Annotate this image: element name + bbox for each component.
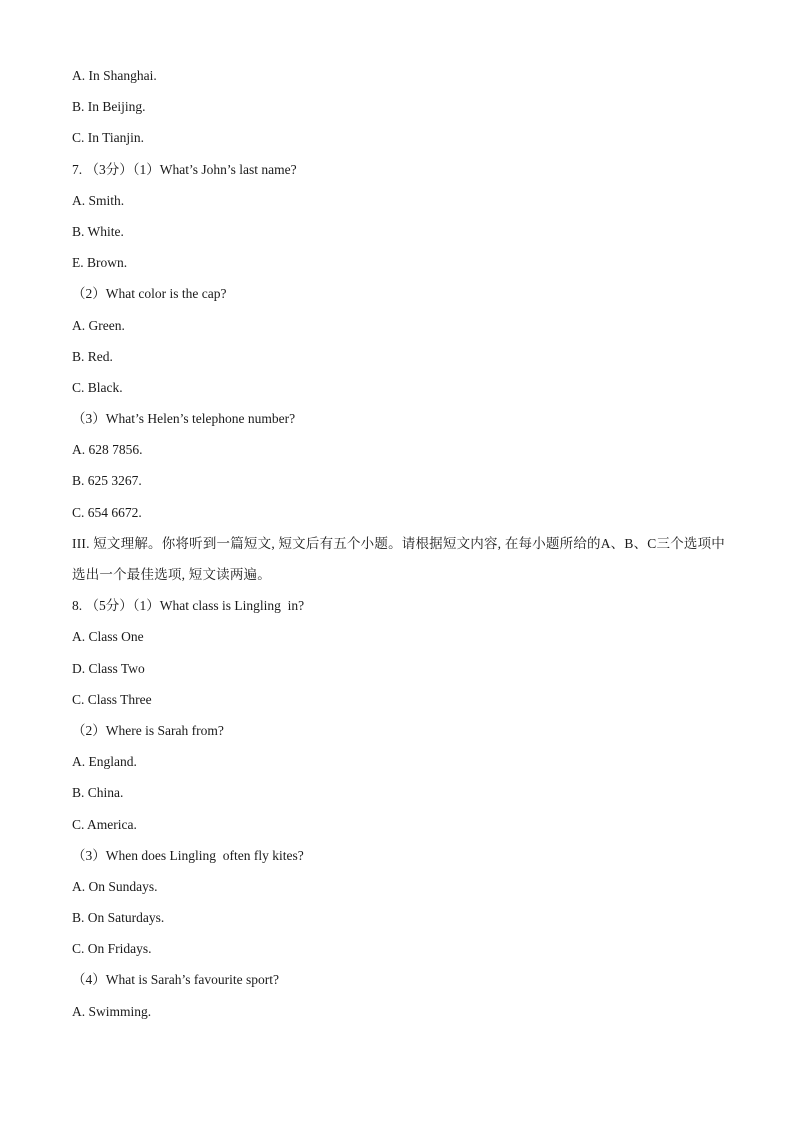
option-a-england: A. England.: [72, 754, 137, 770]
option-d-class-two: D. Class Two: [72, 660, 145, 676]
option-b-beijing: B. In Beijing.: [72, 99, 146, 115]
option-c-america: C. America.: [72, 816, 137, 832]
question-8-4: （4）What is Sarah’s favourite sport?: [72, 972, 279, 988]
question-8-2: （2）Where is Sarah from?: [72, 722, 224, 738]
question-7-2: （2）What color is the cap?: [72, 286, 227, 302]
option-a-phone: A. 628 7856.: [72, 442, 143, 458]
question-7-3: （3）What’s Helen’s telephone number?: [72, 411, 296, 427]
option-c-fridays: C. On Fridays.: [72, 941, 152, 957]
question-7-1: 7. （3分）（1）What’s John’s last name?: [72, 161, 297, 177]
question-8-3: （3）When does Lingling often fly kites?: [72, 847, 304, 863]
option-b-white: B. White.: [72, 223, 124, 239]
option-b-china: B. China.: [72, 785, 124, 801]
option-e-brown: E. Brown.: [72, 255, 128, 271]
option-b-red: B. Red.: [72, 348, 113, 364]
option-a-green: A. Green.: [72, 317, 125, 333]
option-a-shanghai: A. In Shanghai.: [72, 68, 157, 83]
question-8-1: 8. （5分）（1）What class is Lingling in?: [72, 598, 305, 614]
option-a-sundays: A. On Sundays.: [72, 878, 158, 894]
section-iii-instructions: III. 短文理解。你将听到一篇短文, 短文后有五个小题。请根据短文内容, 在每小题所给的A、B、C三个选项中选出一个最佳选项, 短文读两遍。: [72, 536, 725, 583]
option-a-swimming: A. Swimming.: [72, 1003, 152, 1019]
option-b-saturdays: B. On Saturdays.: [72, 910, 165, 926]
option-a-smith: A. Smith.: [72, 192, 125, 208]
text-lines: [72, 66, 732, 1033]
option-b-phone: B. 625 3267.: [72, 473, 142, 489]
option-c-black: C. Black.: [72, 379, 123, 395]
option-c-tianjin: C. In Tianjin.: [72, 130, 145, 146]
option-c-phone: C. 654 6672.: [72, 504, 142, 520]
option-a-class-one: A. Class One: [72, 629, 144, 645]
option-c-class-three: C. Class Three: [72, 691, 152, 707]
